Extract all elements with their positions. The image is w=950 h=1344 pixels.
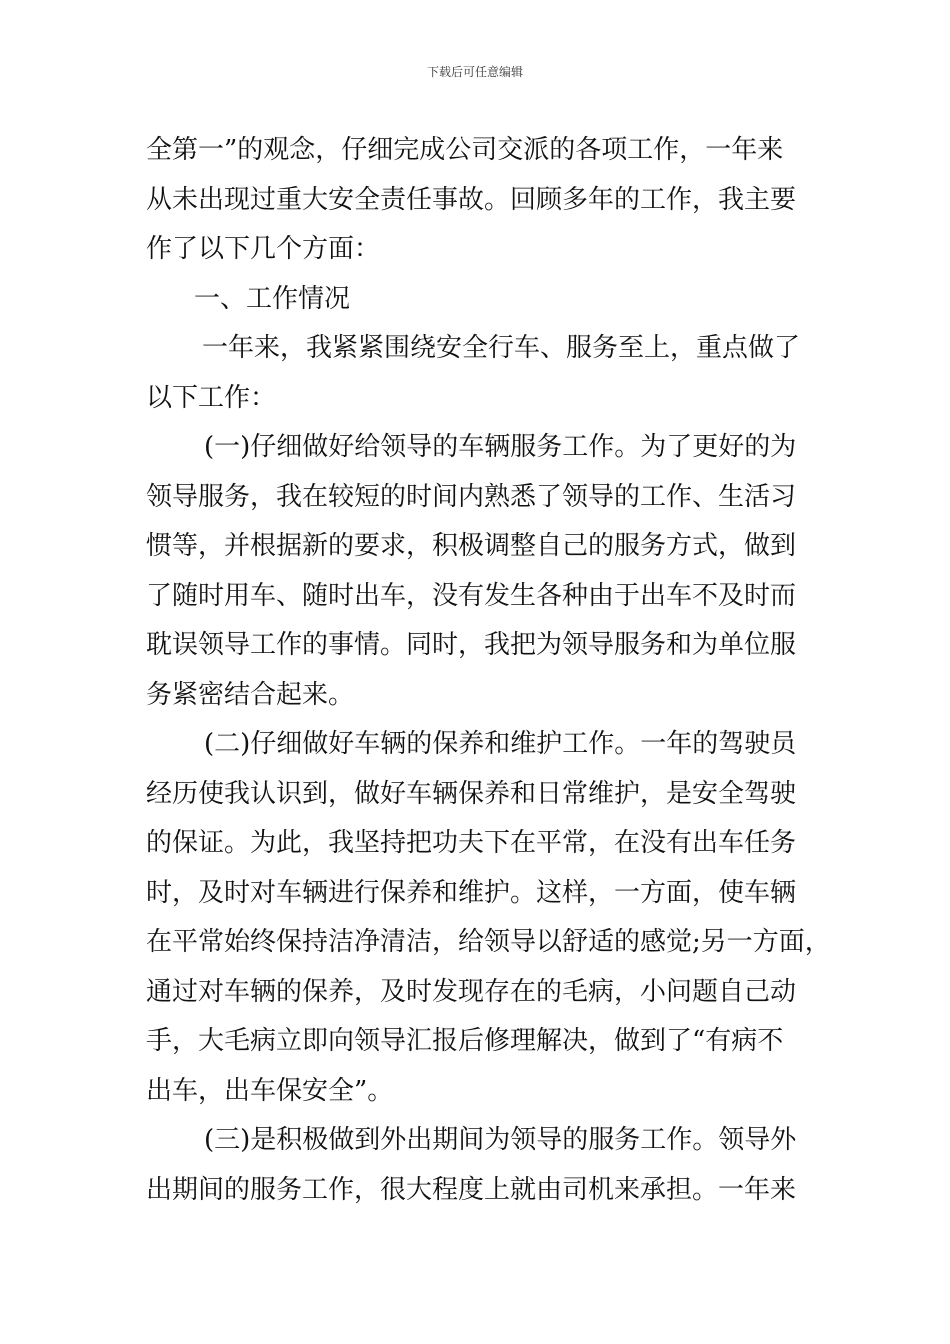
text-line: 时，及时对车辆进行保养和维护。这样，一方面，使车辆 bbox=[146, 877, 797, 908]
text-line: 作了以下几个方面： bbox=[146, 234, 381, 264]
text-line: 惯等，并根据新的要求，积极调整自己的服务方式，做到 bbox=[146, 531, 797, 561]
text-line: 务紧密结合起来。 bbox=[146, 679, 355, 710]
text-line: 的保证。为此，我坚持把功夫下在平常，在没有出车任务 bbox=[146, 828, 797, 858]
text-line: 通过对车辆的保养，及时发现存在的毛病，小问题自己动 bbox=[146, 976, 797, 1007]
text-line: 在平常始终保持洁净清洁，给领导以舒适的感觉;另一方面， bbox=[146, 927, 831, 957]
text-line: 从未出现过重大安全责任事故。回顾多年的工作，我主要 bbox=[146, 184, 797, 215]
text-line: 经历使我认识到，做好车辆保养和日常维护，是安全驾驶 bbox=[146, 778, 797, 809]
text-line: 一年来，我紧紧围绕安全行车、服务至上，重点做了 bbox=[202, 333, 801, 363]
text-line: (二)仔细做好车辆的保养和维护工作。一年的驾驶员 bbox=[204, 729, 797, 759]
text-line: 领导服务，我在较短的时间内熟悉了领导的工作、生活习 bbox=[146, 481, 797, 512]
page-header: 下载后可任意编辑 bbox=[426, 65, 523, 79]
text-line: 了随时用车、随时出车，没有发生各种由于出车不及时而 bbox=[146, 580, 797, 611]
text-line: (一)仔细做好给领导的车辆服务工作。为了更好的为 bbox=[204, 432, 797, 462]
text-line: 出车，出车保安全”。 bbox=[146, 1075, 394, 1106]
text-line: 以下工作： bbox=[146, 382, 277, 413]
document-body bbox=[146, 126, 831, 1215]
text-line: 全第一”的观念，仔细完成公司交派的各项工作，一年来 bbox=[146, 135, 784, 165]
text-line: (三)是积极做到外出期间为领导的服务工作。领导外 bbox=[204, 1125, 797, 1155]
text-line: 耽误领导工作的事情。同时，我把为领导服务和为单位服 bbox=[146, 630, 797, 660]
text-line: 出期间的服务工作，很大程度上就由司机来承担。一年来 bbox=[146, 1174, 797, 1205]
text-line: 手，大毛病立即向领导汇报后修理解决，做到了“有病不 bbox=[146, 1026, 784, 1056]
section-heading: 一、工作情况 bbox=[194, 283, 351, 314]
